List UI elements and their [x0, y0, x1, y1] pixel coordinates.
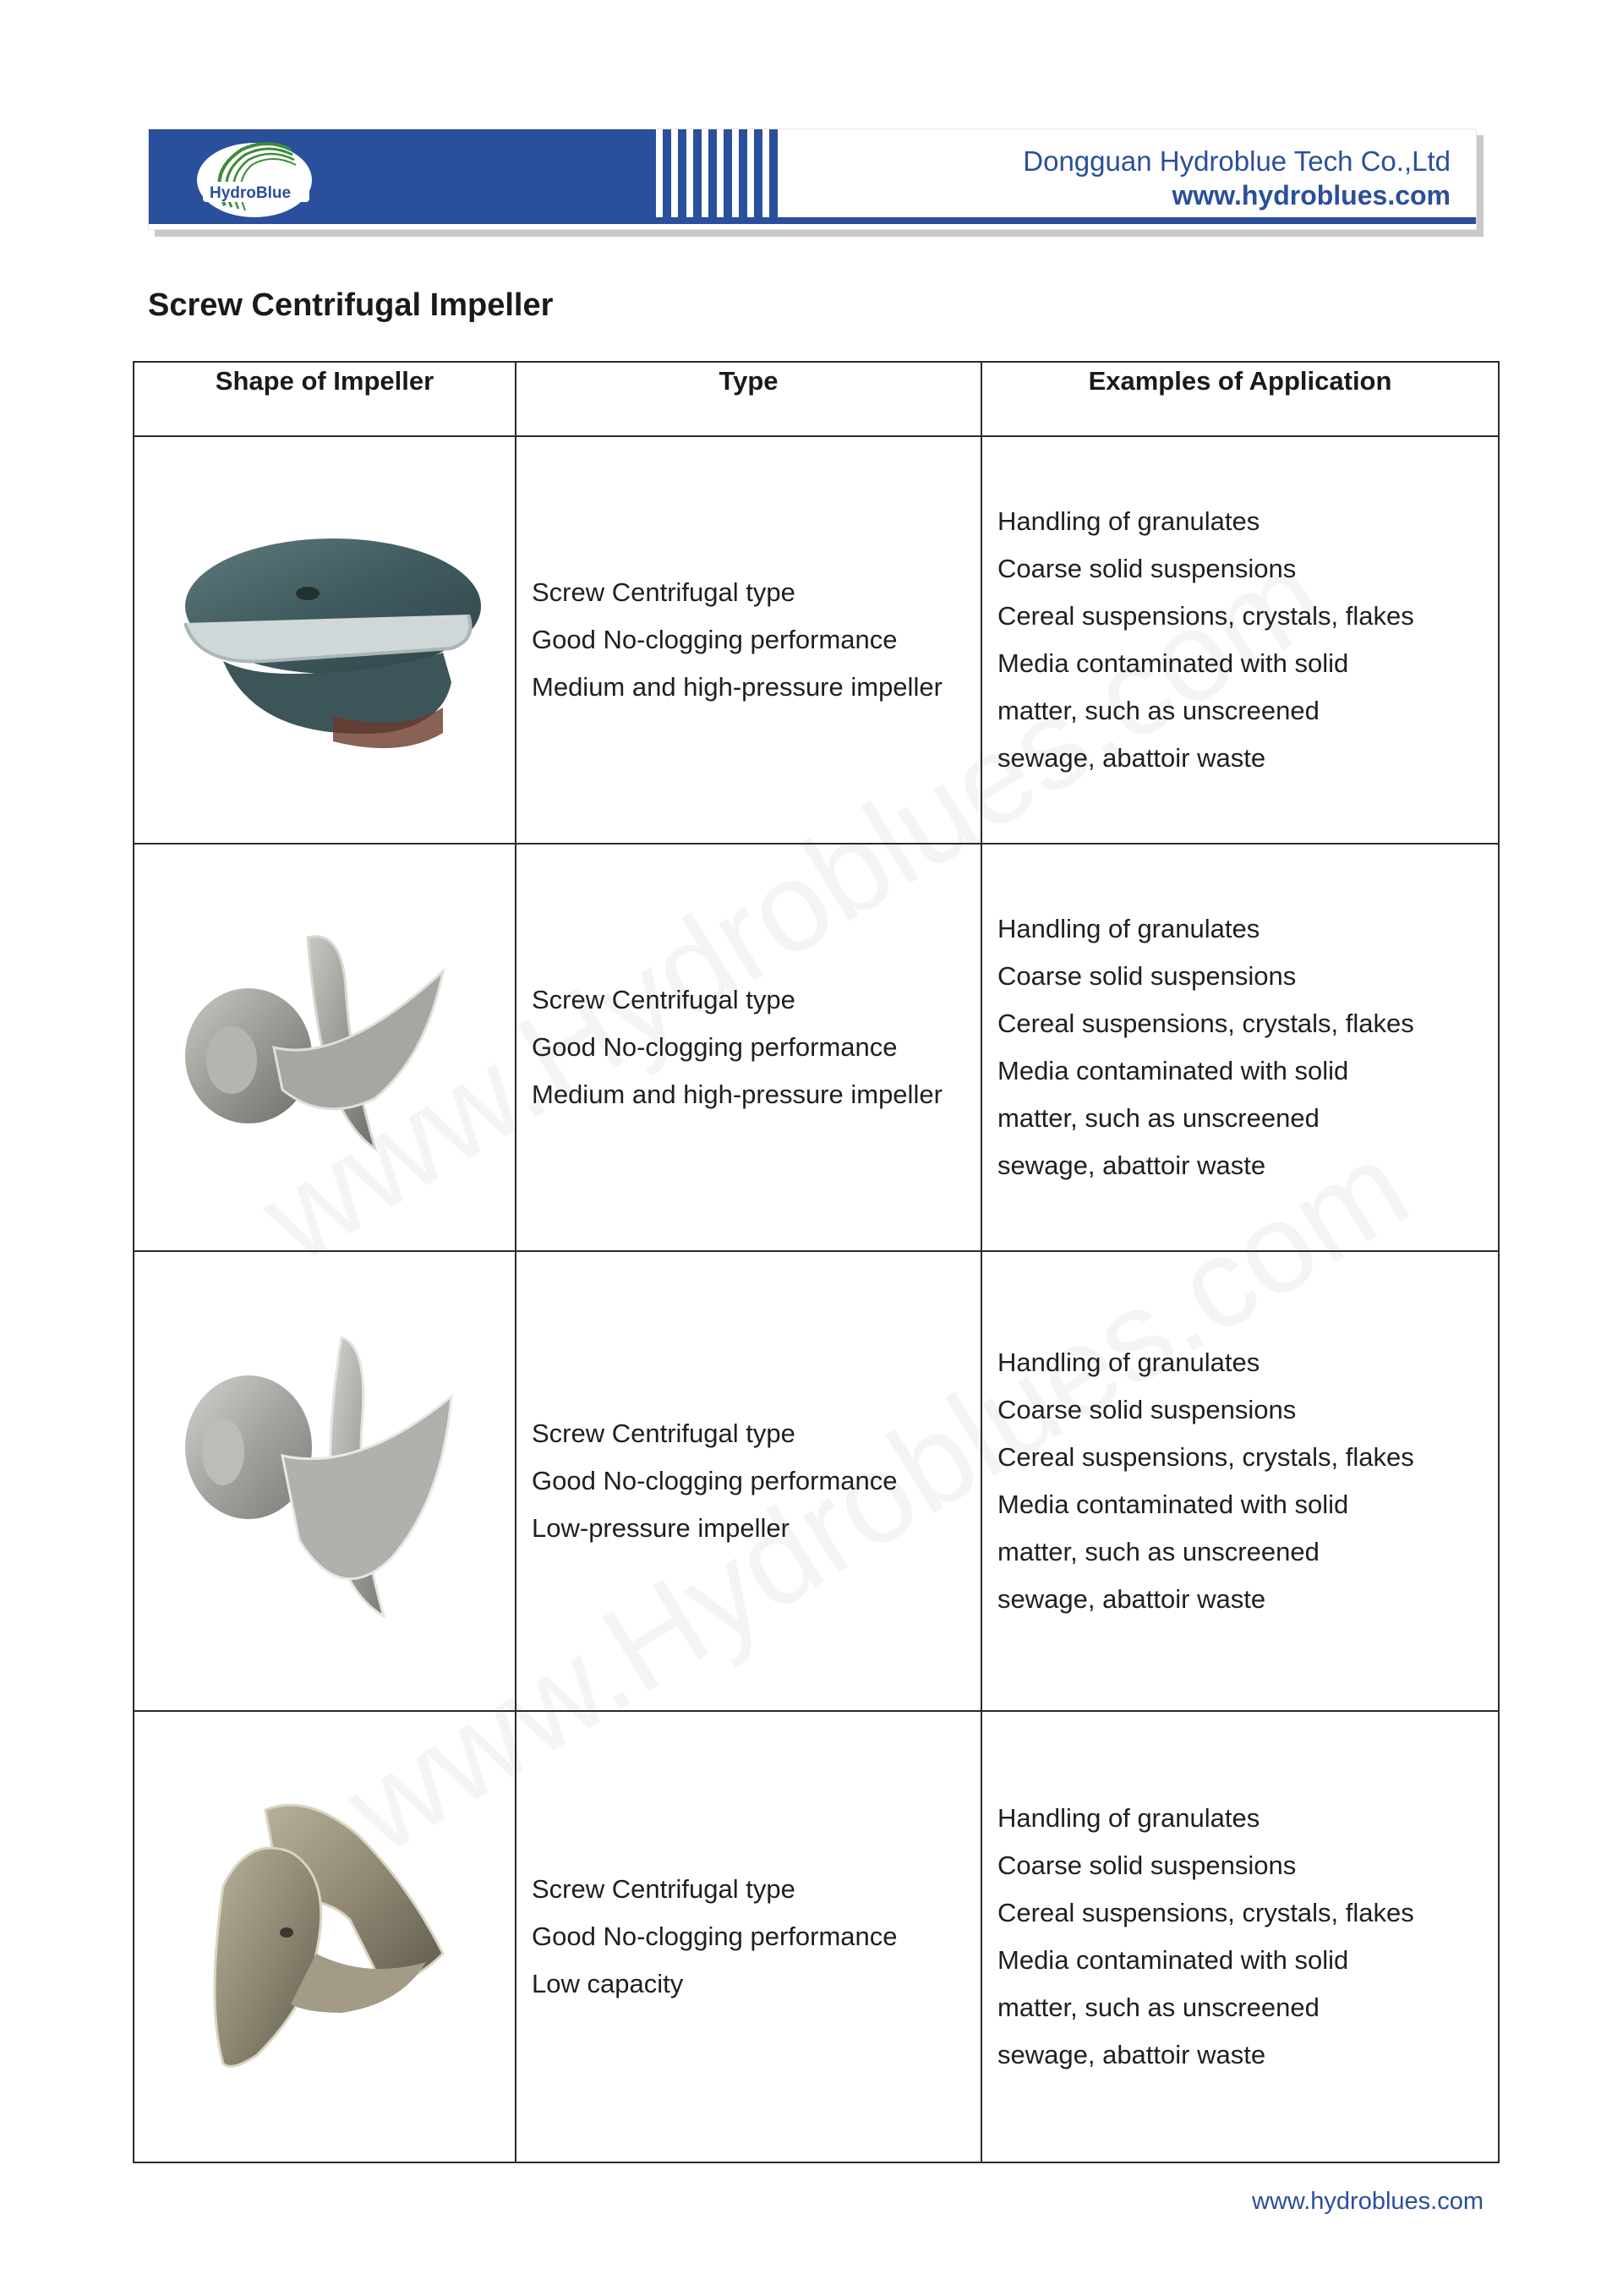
type-line: Screw Centrifugal type [532, 1874, 795, 1904]
type-line: Good No-clogging performance [532, 1922, 898, 1951]
impeller-image-cell [134, 1251, 516, 1711]
application-line: Cereal suspensions, crystals, flakes [997, 601, 1414, 631]
logo-text: HydroBlue [210, 184, 292, 202]
type-line: Screw Centrifugal type [532, 1419, 795, 1448]
application-line: sewage, abattoir waste [997, 1584, 1266, 1614]
type-cell [516, 1711, 981, 2162]
table-row [134, 1711, 1499, 2162]
application-line: matter, such as unscreened [997, 1103, 1320, 1133]
impeller-image-1 [164, 513, 485, 767]
impeller-image-4 [172, 1785, 477, 2089]
application-line: Handling of granulates [997, 506, 1260, 536]
type-line: Screw Centrifugal type [532, 577, 795, 607]
header-website[interactable]: www.hydroblues.com [1172, 180, 1451, 210]
type-line: Good No-clogging performance [532, 1466, 898, 1495]
banner-underline [648, 217, 1476, 224]
type-line: Medium and high-pressure impeller [532, 1080, 943, 1109]
table-header-row [134, 362, 1499, 436]
header-banner [148, 128, 1477, 230]
application-line: Media contaminated with solid [997, 1490, 1349, 1519]
type-cell [516, 436, 981, 844]
type-cell [516, 1251, 981, 1711]
application-line: matter, such as unscreened [997, 696, 1320, 725]
impeller-table [133, 361, 1500, 2163]
type-line: Screw Centrifugal type [532, 985, 795, 1014]
company-name: Dongguan Hydroblue Tech Co.,Ltd [1023, 145, 1451, 177]
page-title: Screw Centrifugal Impeller [148, 287, 554, 323]
type-line: Low-pressure impeller [532, 1513, 790, 1543]
application-line: Cereal suspensions, crystals, flakes [997, 1442, 1414, 1472]
impeller-image-cell [134, 844, 516, 1251]
header-shape: Shape of Impeller [134, 362, 516, 436]
application-line: matter, such as unscreened [997, 1537, 1320, 1566]
header-type: Type [516, 362, 981, 436]
table-row [134, 844, 1499, 1251]
application-line: Handling of granulates [997, 914, 1260, 943]
type-line: Good No-clogging performance [532, 1032, 898, 1062]
application-line: Handling of granulates [997, 1803, 1260, 1833]
application-line: matter, such as unscreened [997, 1993, 1320, 2022]
application-line: sewage, abattoir waste [997, 743, 1266, 773]
application-line: sewage, abattoir waste [997, 2040, 1266, 2069]
application-line: Coarse solid suspensions [997, 1395, 1297, 1424]
header-application: Examples of Application [981, 362, 1499, 436]
footer-website[interactable]: www.hydroblues.com [1252, 2188, 1484, 2215]
application-cell [981, 436, 1499, 844]
type-line: Good No-clogging performance [532, 625, 898, 654]
company-block [1023, 145, 1451, 212]
type-cell [516, 844, 981, 1251]
application-line: Cereal suspensions, crystals, flakes [997, 1009, 1414, 1038]
application-line: sewage, abattoir waste [997, 1151, 1266, 1180]
banner-stripes [648, 129, 800, 224]
impeller-image-cell [134, 436, 516, 844]
impeller-image-2 [172, 921, 477, 1174]
application-line: Media contaminated with solid [997, 1056, 1349, 1085]
impeller-image-3 [172, 1329, 477, 1633]
table-row [134, 1251, 1499, 1711]
hydroblue-logo [191, 138, 318, 219]
application-line: Handling of granulates [997, 1348, 1260, 1377]
application-line: Media contaminated with solid [997, 648, 1349, 678]
application-line: Coarse solid suspensions [997, 1850, 1297, 1880]
application-cell [981, 844, 1499, 1251]
application-line: Media contaminated with solid [997, 1945, 1349, 1975]
impeller-image-cell [134, 1711, 516, 2162]
type-line: Low capacity [532, 1969, 684, 1998]
application-line: Coarse solid suspensions [997, 961, 1297, 991]
type-line: Medium and high-pressure impeller [532, 672, 943, 702]
table-row [134, 436, 1499, 844]
application-cell [981, 1251, 1499, 1711]
application-line: Cereal suspensions, crystals, flakes [997, 1898, 1414, 1927]
application-line: Coarse solid suspensions [997, 554, 1297, 583]
application-cell [981, 1711, 1499, 2162]
